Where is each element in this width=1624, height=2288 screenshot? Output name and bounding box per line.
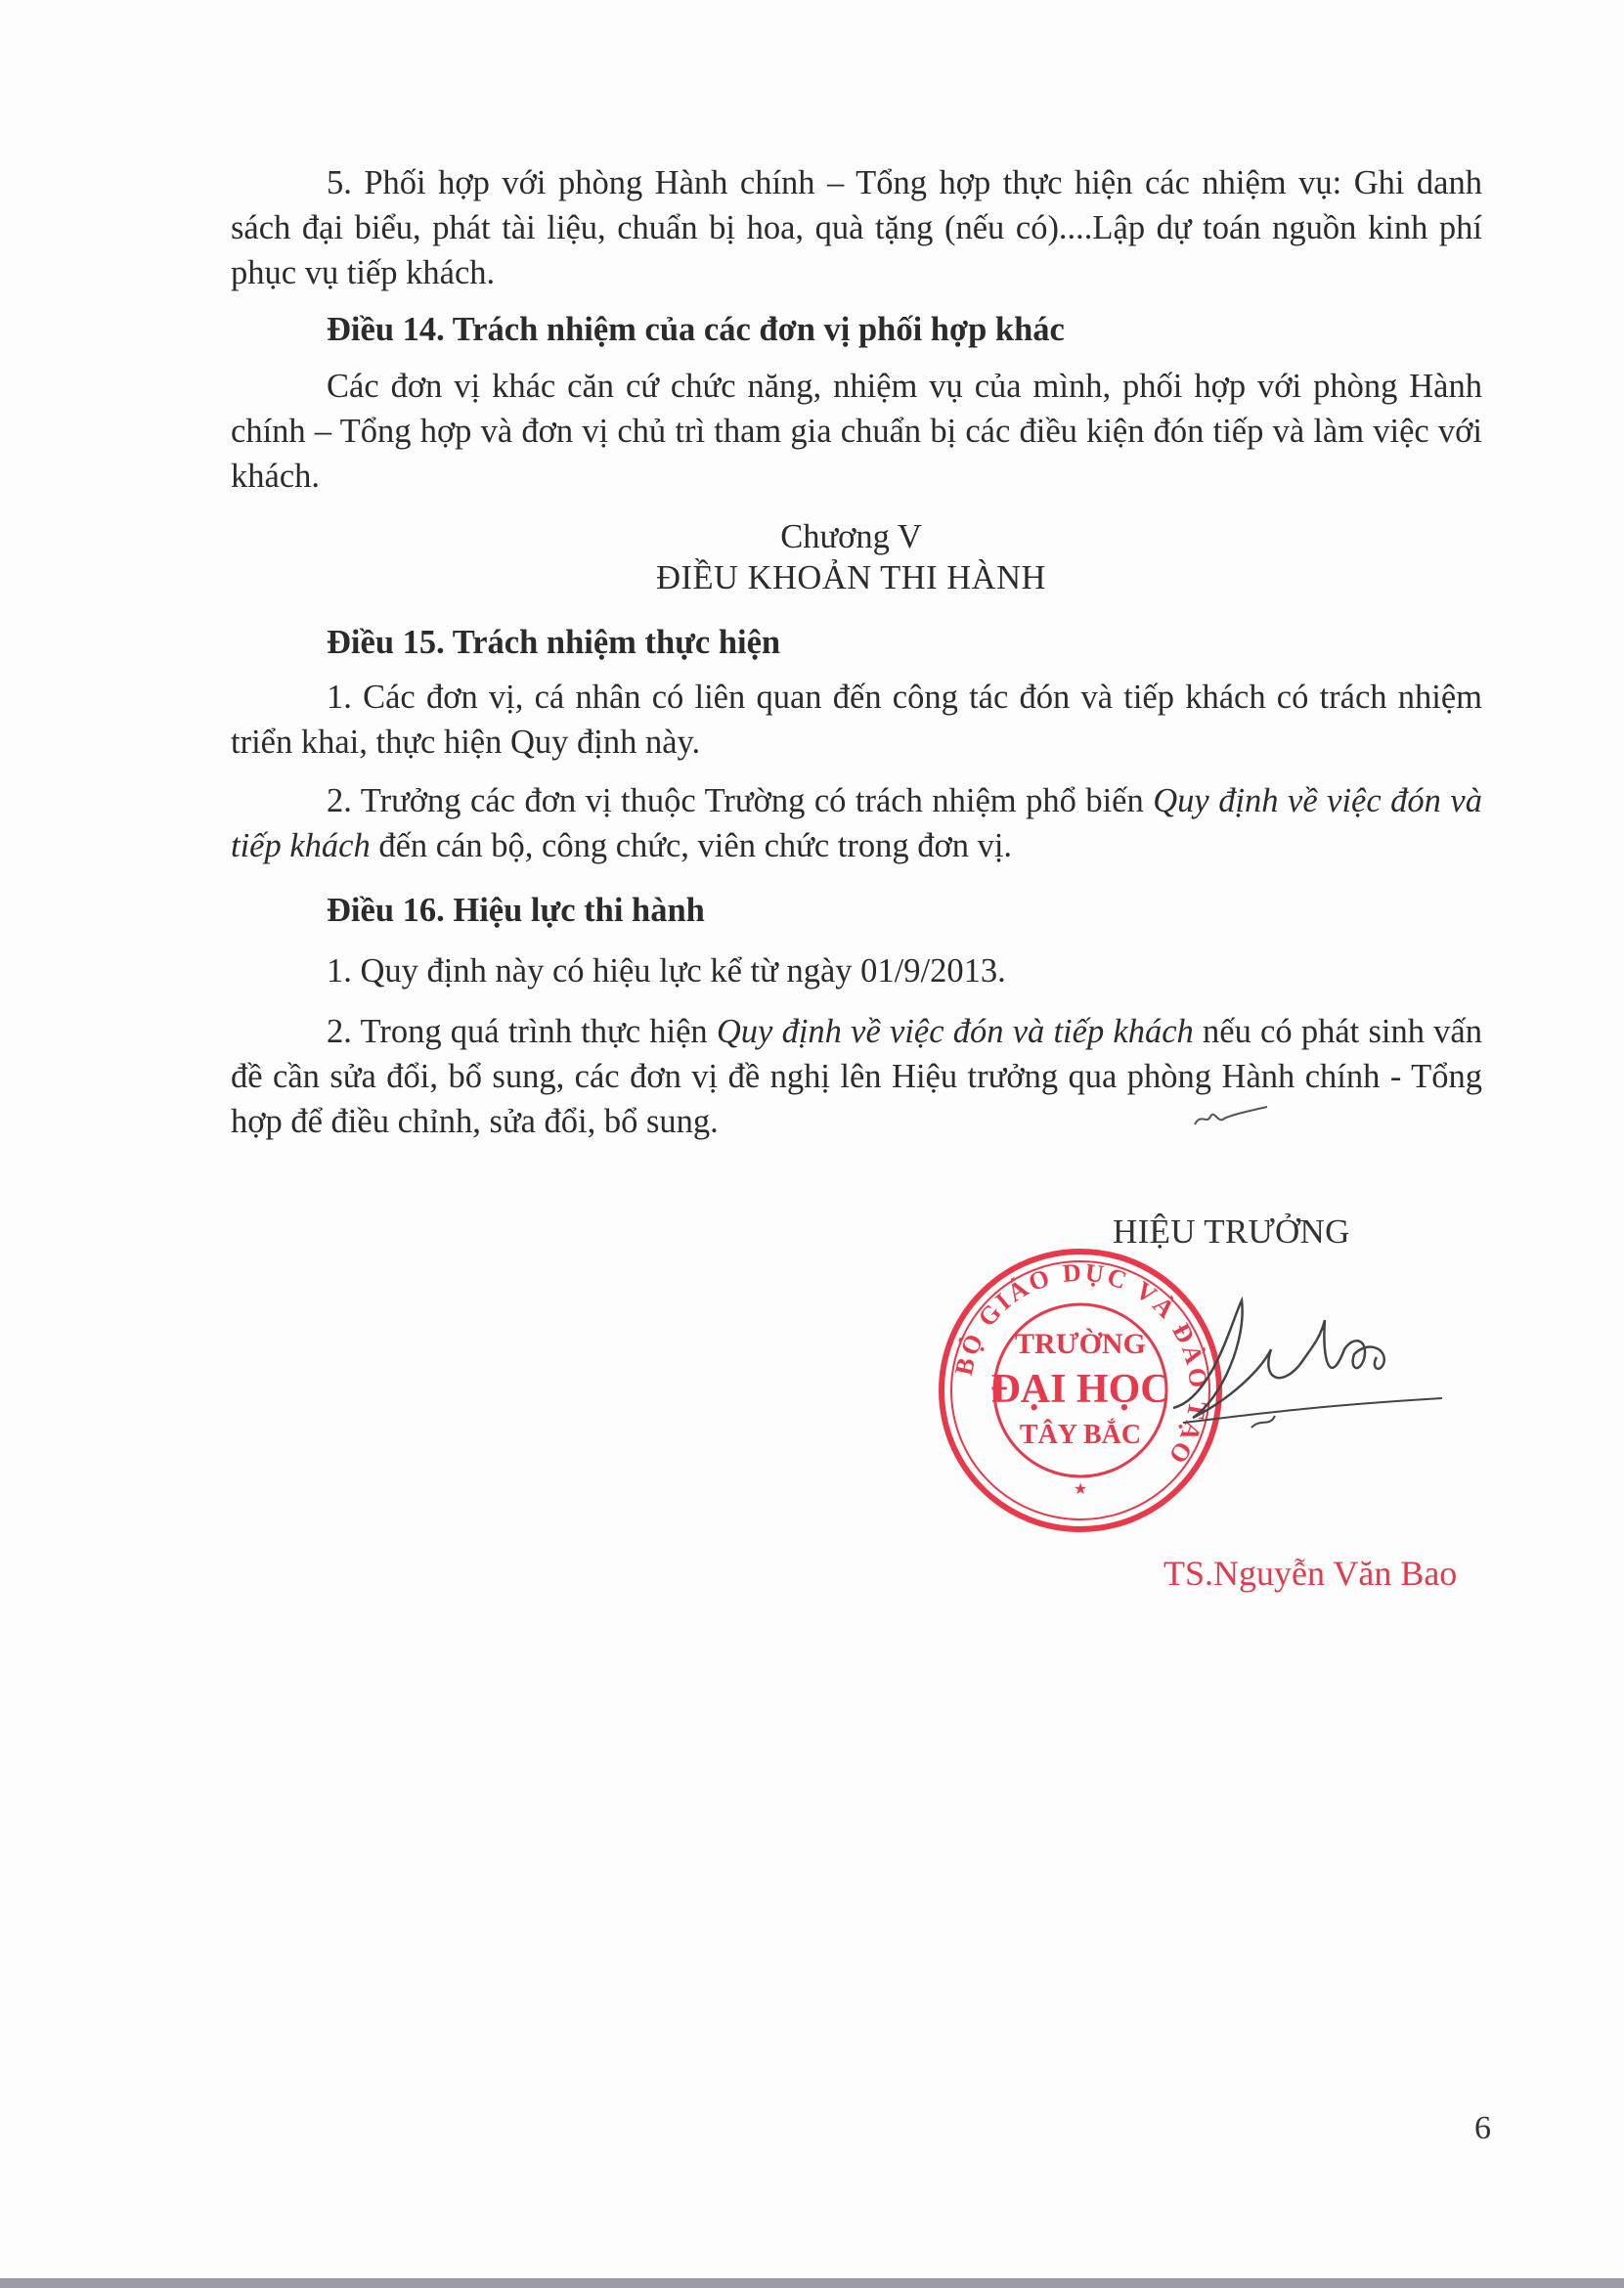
article-15-item-2 — [231, 778, 1482, 868]
article-14-body — [231, 364, 1482, 499]
paragraph-item-5: 5. Phối hợp với phòng Hành chính – Tổng hợp thực hiện các nhiệm vụ: Ghi danh sách đại biểu, phát tài liệu, chuẩn bị hoa, quà tặng (nếu có)....Lập dự toán nguồn kinh phí phục vụ tiếp khách. — [231, 164, 1482, 291]
seal-line-1: TRƯỜNG — [1015, 1328, 1146, 1360]
article-16-item-2-text-b: nếu có phát sinh vấn đề cần sửa đổi, bổ sung, các đơn vị đề nghị lên Hiệu trưởng qua phòng Hành chính - Tổng hợp để điều chỉnh, sửa đổi, bổ sung. — [231, 1013, 1482, 1140]
body-text — [231, 160, 1482, 295]
seal-line-2: ĐẠI HỌC — [990, 1367, 1170, 1412]
article-16-item-2 — [231, 1009, 1482, 1144]
article-14-heading: Điều 14. Trách nhiệm của các đơn vị phối hợp khác — [327, 311, 1065, 348]
article-16-heading: Điều 16. Hiệu lực thi hành — [327, 892, 705, 929]
signature-icon — [1154, 1281, 1447, 1447]
page-number: 6 — [1474, 2110, 1491, 2146]
chapter-number: Chương V — [780, 518, 922, 555]
article-15-item-2-text-a: 2. Trưởng các đơn vị thuộc Trường có trách nhiệm phổ biến — [327, 782, 1154, 819]
seal-ring-text: BỘ GIÁO DỤC VÀ ĐÀO TẠO — [948, 1257, 1213, 1472]
scan-edge — [0, 2278, 1624, 2288]
signer-name: TS.Nguyễn Văn Bao — [1163, 1554, 1458, 1593]
chapter-title: ĐIỀU KHOẢN THI HÀNH — [656, 559, 1046, 596]
article-15-heading: Điều 15. Trách nhiệm thực hiện — [327, 624, 781, 661]
article-14-text: Các đơn vị khác căn cứ chức năng, nhiệm vụ của mình, phối hợp với phòng Hành chính – Tổng hợp và đơn vị chủ trì tham gia chuẩn bị các điều kiện đón tiếp và làm việc với khách. — [231, 368, 1482, 495]
seal-star-icon: ★ — [1073, 1481, 1088, 1498]
initial-mark-icon — [1191, 1095, 1269, 1134]
article-15-item-2-text-b: đến cán bộ, công chức, viên chức trong đơn vị. — [370, 827, 1013, 864]
article-15-item-2-italic: Quy định về việc đón và tiếp khách — [231, 782, 1482, 864]
article-16-item-2-text-a: 2. Trong quá trình thực hiện — [327, 1013, 717, 1050]
seal-line-3: TÂY BẮC — [1019, 1420, 1142, 1450]
article-15-body — [231, 675, 1482, 868]
article-16-item-1: 1. Quy định này có hiệu lực kể từ ngày 01/9/2013. — [327, 952, 1006, 990]
signer-title: HIỆU TRƯỞNG — [1113, 1212, 1350, 1251]
article-16-body — [231, 948, 1482, 1144]
article-16-item-2-italic: Quy định về việc đón và tiếp khách — [716, 1013, 1194, 1050]
article-15-item-1: 1. Các đơn vị, cá nhân có liên quan đến công tác đón và tiếp khách có trách nhiệm triển khai, thực hiện Quy định này. — [231, 679, 1482, 761]
